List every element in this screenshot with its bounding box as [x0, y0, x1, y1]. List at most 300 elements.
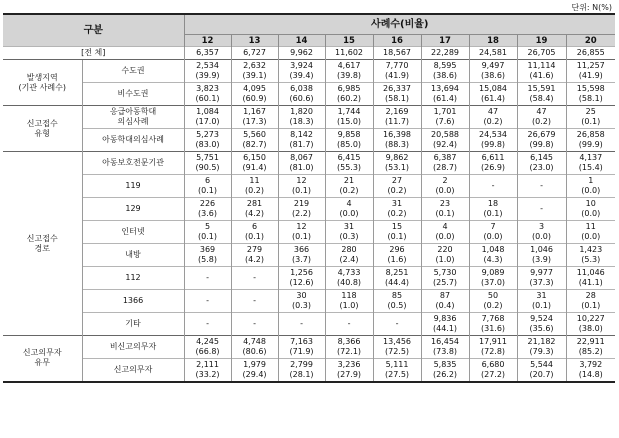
cell-count: 1,048	[481, 245, 505, 254]
data-cell	[469, 83, 517, 106]
year-header: 14	[278, 35, 325, 47]
cell-count: 3,792	[579, 359, 603, 369]
data-cell	[566, 221, 615, 244]
cell-count: 11	[585, 222, 596, 231]
data-cell	[373, 198, 421, 221]
total-row	[3, 47, 615, 60]
data-cell	[421, 290, 469, 313]
cell-count: 4	[346, 199, 352, 208]
cell-percent: (2.2)	[292, 209, 311, 218]
group-label: 신고의무자 유무	[3, 336, 82, 382]
cell-count: 26,337	[383, 84, 412, 93]
year-header: 12	[184, 35, 231, 47]
cell-count: 5	[204, 222, 211, 231]
cell-count: 85	[391, 291, 403, 300]
cell-percent: (72.5)	[384, 347, 410, 356]
cell-count: 6,680	[481, 359, 505, 369]
cell-percent: (0.1)	[292, 186, 311, 195]
data-cell	[184, 198, 231, 221]
cell-count: 87	[439, 291, 451, 300]
cell-count: -	[253, 296, 256, 305]
cell-count: 22,911	[576, 337, 605, 346]
cell-count: 47	[487, 107, 499, 116]
cell-percent: (0.1)	[581, 301, 601, 310]
cell-percent: (0.0)	[581, 186, 601, 195]
cell-count: 8,067	[290, 153, 313, 162]
cell-count: -	[206, 273, 209, 282]
cell-count: 9,858	[337, 130, 361, 139]
cell-count: 6,038	[290, 84, 313, 93]
cell-count: -	[395, 319, 399, 328]
data-cell	[373, 290, 421, 313]
cell-count: 13,694	[431, 84, 460, 93]
cell-percent: (0.0)	[435, 232, 455, 241]
cell-percent: (0.2)	[483, 301, 503, 310]
cell-count: 30	[296, 291, 307, 300]
cell-percent: (60.2)	[336, 94, 362, 103]
data-cell	[421, 313, 469, 336]
cell-count: 9,862	[385, 153, 409, 162]
data-cell	[469, 336, 517, 359]
cell-count: 8,142	[290, 130, 313, 139]
cell-count: 25	[585, 107, 596, 116]
table-row	[3, 313, 615, 336]
data-cell	[517, 267, 566, 290]
cell-count: 10	[585, 199, 596, 208]
table-row	[3, 152, 615, 175]
cell-percent: (0.1)	[581, 117, 601, 126]
table-row	[3, 336, 615, 359]
data-cell	[231, 221, 278, 244]
data-cell	[231, 83, 278, 106]
cell-count: 20,588	[431, 130, 460, 139]
cell-percent: (0.0)	[581, 209, 601, 218]
data-cell	[421, 129, 469, 152]
data-cell	[517, 129, 566, 152]
cell-percent: (20.7)	[529, 369, 554, 379]
cell-percent: (0.4)	[435, 301, 455, 310]
cell-percent: (0.2)	[339, 186, 359, 195]
table-row	[3, 60, 615, 83]
cell-count: 12	[296, 176, 307, 185]
data-cell	[469, 198, 517, 221]
cell-count: 4,748	[243, 337, 266, 346]
data-cell	[566, 313, 615, 336]
cell-count: 11	[249, 176, 260, 185]
cell-count: 1,084	[196, 107, 219, 116]
cell-count: 18	[487, 199, 499, 208]
cell-count: 17,911	[479, 337, 508, 346]
data-cell	[373, 106, 421, 129]
cell-count: 366	[293, 245, 310, 254]
cell-count: 1,820	[290, 107, 313, 116]
year-header: 17	[421, 35, 469, 47]
data-cell	[517, 198, 566, 221]
data-cell	[325, 129, 373, 152]
data-cell	[184, 152, 231, 175]
cell-percent: (0.0)	[581, 232, 601, 241]
cell-percent: (37.3)	[529, 278, 554, 287]
cell-count: 2,169	[385, 107, 409, 116]
data-cell	[373, 175, 421, 198]
data-cell	[421, 83, 469, 106]
cell-percent: (0.5)	[387, 301, 407, 310]
data-cell	[231, 359, 278, 382]
data-cell	[517, 60, 566, 83]
total-value: 24,581	[469, 47, 517, 60]
cell-percent: (66.8)	[195, 347, 220, 356]
cell-count: 6,145	[530, 153, 553, 162]
cell-percent: (61.4)	[432, 94, 458, 103]
table-row	[3, 175, 615, 198]
data-cell	[469, 244, 517, 267]
cell-percent: (81.0)	[289, 163, 314, 172]
data-cell	[231, 129, 278, 152]
year-header: 20	[566, 35, 615, 47]
year-header: 13	[231, 35, 278, 47]
cell-percent: (72.1)	[336, 347, 362, 356]
data-cell	[373, 359, 421, 382]
cell-count: 296	[389, 245, 405, 254]
cell-percent: (90.5)	[195, 163, 220, 172]
row-label: 인터넷	[82, 221, 184, 244]
data-cell	[184, 359, 231, 382]
cell-count: 4,245	[196, 337, 219, 346]
data-cell	[421, 152, 469, 175]
cell-percent: (23.0)	[529, 163, 554, 172]
cell-count: 6,387	[433, 153, 457, 162]
table-row	[3, 83, 615, 106]
data-cell	[231, 152, 278, 175]
cell-percent: (60.6)	[289, 94, 314, 103]
cell-percent: (79.3)	[529, 347, 554, 356]
data-cell	[278, 175, 325, 198]
group-label: 신고접수 경로	[3, 152, 82, 336]
row-label: 1366	[82, 290, 184, 313]
cell-count: 1,046	[530, 245, 553, 254]
data-cell	[278, 60, 325, 83]
cell-percent: (58.4)	[529, 94, 554, 103]
cell-percent: (91.4)	[242, 163, 267, 172]
data-cell	[231, 313, 278, 336]
cell-percent: (0.1)	[245, 232, 264, 241]
row-label: 112	[82, 267, 184, 290]
table-row	[3, 267, 615, 290]
row-label: 내방	[82, 244, 184, 267]
cell-count: 5,835	[433, 359, 457, 369]
cell-count: 10,227	[576, 314, 605, 323]
data-cell	[325, 313, 373, 336]
cell-percent: (0.1)	[483, 209, 503, 218]
cell-count: 50	[487, 291, 499, 300]
cell-count: -	[540, 181, 543, 190]
cell-percent: (41.9)	[578, 71, 603, 80]
cell-percent: (39.4)	[289, 71, 314, 80]
cell-percent: (0.2)	[532, 117, 551, 126]
cell-percent: (31.6)	[480, 324, 506, 333]
cell-percent: (61.4)	[480, 94, 506, 103]
cell-percent: (11.7)	[384, 117, 410, 126]
cell-count: 5,560	[243, 130, 266, 139]
data-cell	[373, 244, 421, 267]
cell-count: 13,456	[383, 337, 412, 346]
cell-percent: (38.0)	[578, 324, 603, 333]
data-cell	[517, 359, 566, 382]
cell-count: 280	[341, 245, 357, 254]
cell-percent: (1.0)	[435, 255, 455, 264]
cell-percent: (17.0)	[195, 117, 220, 126]
table-row	[3, 198, 615, 221]
cell-count: 27	[391, 176, 403, 185]
cell-count: 2,799	[290, 359, 313, 369]
cell-percent: (81.7)	[289, 140, 314, 149]
cell-count: 2	[442, 176, 448, 185]
year-header: 19	[517, 35, 566, 47]
cell-count: 1,744	[337, 107, 361, 116]
data-cell	[373, 313, 421, 336]
data-cell	[517, 290, 566, 313]
cell-percent: (60.1)	[195, 94, 220, 103]
cell-count: 5,751	[196, 153, 219, 162]
cell-percent: (1.6)	[387, 255, 407, 264]
data-cell	[421, 198, 469, 221]
cell-count: 2,632	[243, 61, 266, 70]
data-cell	[566, 244, 615, 267]
cell-count: -	[206, 296, 209, 305]
data-cell	[566, 175, 615, 198]
cell-count: 5,273	[196, 130, 219, 139]
cell-count: 6	[251, 222, 258, 231]
cell-count: 3	[538, 222, 545, 231]
cell-percent: (1.0)	[339, 301, 359, 310]
total-value: 26,705	[517, 47, 566, 60]
cell-count: 4,733	[337, 268, 361, 277]
data-cell	[421, 267, 469, 290]
data-cell	[566, 198, 615, 221]
data-cell	[184, 244, 231, 267]
cell-percent: (12.6)	[289, 278, 314, 287]
data-cell	[517, 175, 566, 198]
cell-count: 3,924	[290, 61, 313, 70]
data-cell	[231, 267, 278, 290]
cell-count: 26,679	[527, 130, 556, 139]
data-cell	[566, 290, 615, 313]
cell-percent: (27.5)	[384, 369, 410, 379]
row-label: 응급아동학대 의심사례	[82, 106, 184, 129]
total-label: [전 체]	[3, 47, 184, 60]
data-cell	[566, 83, 615, 106]
data-cell	[278, 83, 325, 106]
cell-count: 28	[585, 291, 596, 300]
data-cell	[469, 175, 517, 198]
cell-percent: (0.2)	[387, 186, 407, 195]
cell-count: 9,836	[433, 314, 457, 323]
cell-count: 21,182	[527, 337, 556, 346]
cell-percent: (83.0)	[195, 140, 220, 149]
cell-percent: (3.9)	[532, 255, 551, 264]
cell-count: 5,544	[530, 359, 553, 369]
cell-percent: (27.2)	[480, 369, 506, 379]
data-cell	[517, 313, 566, 336]
table-row	[3, 129, 615, 152]
cell-percent: (55.3)	[336, 163, 362, 172]
cell-count: 3,823	[196, 84, 219, 93]
cell-count: 4,095	[243, 84, 266, 93]
data-cell	[421, 60, 469, 83]
cell-count: 2,111	[196, 359, 219, 369]
data-cell	[278, 290, 325, 313]
cell-percent: (33.2)	[195, 369, 220, 379]
cell-count: 6,150	[243, 153, 266, 162]
cell-count: 1,979	[243, 359, 266, 369]
cell-count: 7,163	[290, 337, 313, 346]
year-header: 16	[373, 35, 421, 47]
data-cell	[517, 244, 566, 267]
cell-percent: (82.7)	[242, 140, 267, 149]
cell-count: 15,084	[479, 84, 508, 93]
cell-count: 8,366	[337, 337, 361, 346]
data-cell	[517, 152, 566, 175]
data-cell	[469, 267, 517, 290]
cell-percent: (85.0)	[336, 140, 362, 149]
data-cell	[325, 359, 373, 382]
cell-count: 4	[442, 222, 448, 231]
cell-count: 9,977	[530, 268, 553, 277]
cell-percent: (0.2)	[387, 209, 407, 218]
data-cell	[184, 290, 231, 313]
year-header: 15	[325, 35, 373, 47]
cell-percent: (71.9)	[289, 347, 314, 356]
data-cell	[469, 60, 517, 83]
cell-percent: (0.2)	[245, 186, 264, 195]
data-cell	[469, 359, 517, 382]
cell-count: 24,534	[479, 130, 508, 139]
data-cell	[278, 267, 325, 290]
cell-count: 118	[341, 291, 357, 300]
cell-count: 16,454	[431, 337, 460, 346]
cell-percent: (72.8)	[480, 347, 506, 356]
cell-count: 1,423	[579, 245, 603, 254]
data-cell	[566, 359, 615, 382]
data-cell	[325, 83, 373, 106]
cell-percent: (5.3)	[581, 255, 601, 264]
data-cell	[469, 106, 517, 129]
cell-percent: (28.7)	[432, 163, 458, 172]
data-cell	[469, 129, 517, 152]
data-cell	[231, 175, 278, 198]
cell-percent: (7.6)	[435, 117, 455, 126]
cell-count: 31	[536, 291, 547, 300]
cell-percent: (2.4)	[339, 255, 359, 264]
data-cell	[517, 221, 566, 244]
cell-percent: (0.0)	[532, 232, 551, 241]
data-cell	[278, 106, 325, 129]
data-cell	[184, 313, 231, 336]
cell-percent: (44.4)	[384, 278, 410, 287]
cell-percent: (58.1)	[578, 94, 603, 103]
data-cell	[469, 313, 517, 336]
cell-percent: (40.8)	[336, 278, 362, 287]
data-cell	[373, 129, 421, 152]
data-cell	[184, 221, 231, 244]
cell-percent: (53.1)	[384, 163, 410, 172]
cell-count: 12	[296, 222, 307, 231]
cell-percent: (4.3)	[483, 255, 503, 264]
cell-count: 31	[391, 199, 403, 208]
row-label: 비수도권	[82, 83, 184, 106]
row-label: 기타	[82, 313, 184, 336]
data-cell	[325, 60, 373, 83]
cell-percent: (0.1)	[387, 232, 407, 241]
cell-percent: (0.0)	[483, 232, 503, 241]
cell-percent: (0.3)	[339, 232, 359, 241]
cell-percent: (92.4)	[432, 140, 458, 149]
cell-count: 23	[439, 199, 451, 208]
row-label: 비신고의무자	[82, 336, 184, 359]
cell-percent: (58.1)	[384, 94, 410, 103]
cell-percent: (39.1)	[242, 71, 267, 80]
total-value: 26,855	[566, 47, 615, 60]
table-row	[3, 106, 615, 129]
cell-percent: (0.3)	[292, 301, 311, 310]
cell-count: 2,534	[196, 61, 219, 70]
cell-count: 26,858	[576, 130, 605, 139]
cell-count: 369	[199, 245, 216, 254]
data-cell	[325, 267, 373, 290]
cell-count: 21	[343, 176, 355, 185]
cell-percent: (27.9)	[336, 369, 362, 379]
cell-count: 6,611	[481, 153, 505, 162]
data-cell	[421, 106, 469, 129]
cell-count: 4,617	[337, 61, 361, 70]
cell-count: -	[253, 319, 256, 328]
group-label: 발생지역 (기관 사례수)	[3, 60, 82, 106]
cell-percent: (60.9)	[242, 94, 267, 103]
data-cell	[566, 129, 615, 152]
cell-percent: (99.9)	[578, 140, 603, 149]
cell-count: 31	[343, 222, 355, 231]
table-row	[3, 290, 615, 313]
cell-percent: (0.0)	[435, 186, 455, 195]
cell-percent: (17.3)	[242, 117, 267, 126]
table-row	[3, 221, 615, 244]
cell-count: -	[206, 319, 209, 328]
cell-percent: (29.4)	[242, 369, 267, 379]
cell-percent: (28.1)	[289, 369, 314, 379]
data-cell	[278, 152, 325, 175]
cell-count: -	[540, 204, 543, 213]
data-cell	[278, 336, 325, 359]
data-cell	[566, 267, 615, 290]
data-cell	[231, 198, 278, 221]
cell-percent: (38.6)	[432, 71, 458, 80]
total-value: 22,289	[421, 47, 469, 60]
row-label: 아동학대의심사례	[82, 129, 184, 152]
data-cell	[517, 106, 566, 129]
data-cell	[566, 60, 615, 83]
row-label: 아동보호전문기관	[82, 152, 184, 175]
statistics-table	[3, 13, 615, 383]
data-cell	[278, 244, 325, 267]
cell-count: 5,111	[385, 359, 409, 369]
cell-percent: (37.0)	[480, 278, 506, 287]
cell-percent: (0.0)	[339, 209, 359, 218]
row-label: 수도권	[82, 60, 184, 83]
cell-percent: (0.1)	[198, 232, 217, 241]
data-cell	[373, 83, 421, 106]
cell-percent: (26.9)	[480, 163, 506, 172]
cell-count: 7,770	[385, 61, 409, 70]
